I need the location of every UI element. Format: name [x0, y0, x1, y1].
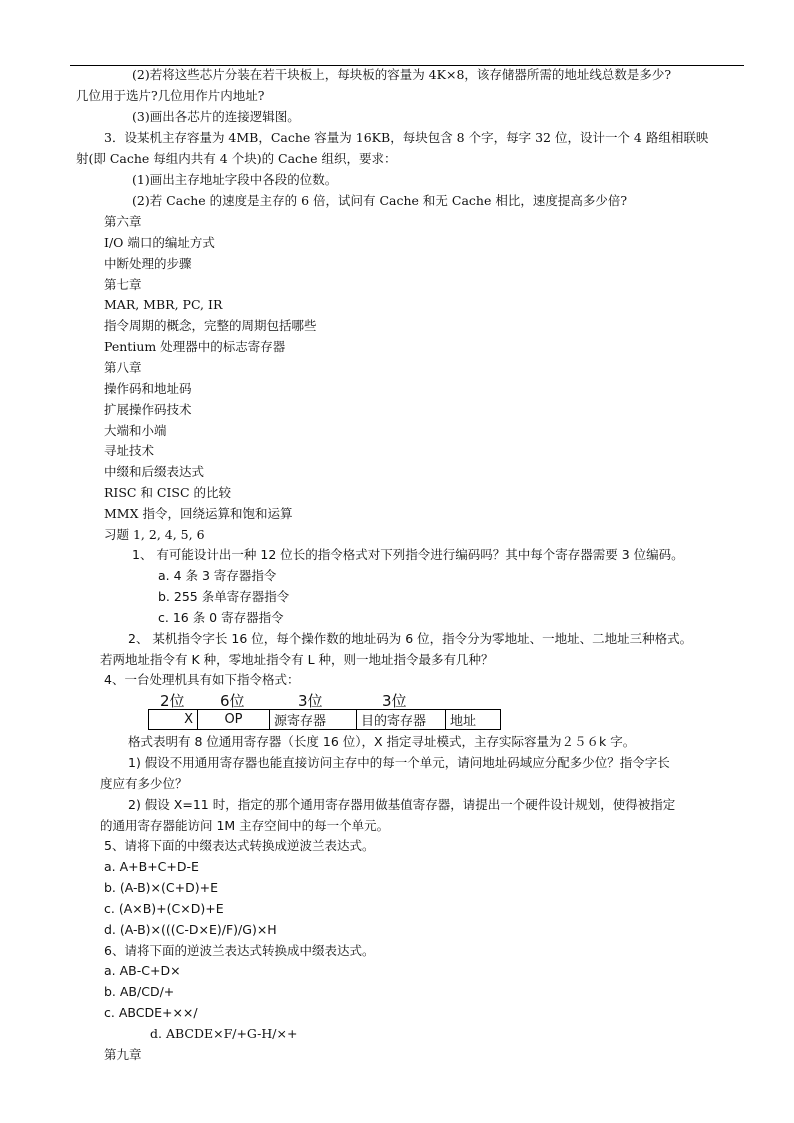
- topic-item: RISC 和 CISC 的比较: [104, 485, 232, 500]
- rpn-d: d. ABCDE×F/+G-H/×+: [150, 1026, 298, 1041]
- question-4-1: 1) 假设不用通用寄存器也能直接访问主存中的每一个单元，请问地址码域应分配多少位？指令字长: [128, 755, 670, 770]
- format-description: 格式表明有 8 位通用寄存器（长度 16 位），X 指定寻址模式，主存实际容量为２５６k 字。: [128, 734, 636, 749]
- question-4-2: 2) 假设 X=11 时，指定的那个通用寄存器用做基值寄存器，请提出一个硬件设计规划，使得被指定: [128, 797, 676, 812]
- rpn-b: b. AB/CD/+: [104, 984, 175, 999]
- field-width-label: 3位: [298, 692, 323, 710]
- question-5: 5、请将下面的中缀表达式转换成逆波兰表达式。: [104, 838, 375, 853]
- topic-item: Pentium 处理器中的标志寄存器: [104, 339, 286, 354]
- question-4: 4、一台处理机具有如下指令格式：: [104, 672, 300, 687]
- text-line: 3．设某机主存容量为 4MB，Cache 容量为 16KB，每块包含 8 个字，每字 32 位，设计一个 4 路组相联映: [104, 130, 709, 145]
- topic-item: I/O 端口的编址方式: [104, 235, 215, 250]
- field-x: X: [149, 710, 198, 730]
- topic-item: 扩展操作码技术: [104, 402, 192, 417]
- topic-item: 指令周期的概念，完整的周期包括哪些: [104, 318, 317, 333]
- expr-a: a. A+B+C+D-E: [104, 859, 199, 874]
- chapter-heading: 第七章: [104, 277, 142, 292]
- expr-c: c. (A×B)+(C×D)+E: [104, 901, 224, 916]
- instruction-format-table: [148, 709, 501, 730]
- field-address: 地址: [446, 710, 501, 730]
- option-c: c. 16 条 0 寄存器指令: [158, 610, 284, 625]
- exercise-list: 习题 1, 2, 4, 5, 6: [104, 527, 205, 542]
- topic-item: MMX 指令，回绕运算和饱和运算: [104, 506, 293, 521]
- topic-item: 中断处理的步骤: [104, 256, 192, 271]
- rpn-a: a. AB-C+D×: [104, 963, 181, 978]
- rpn-c: c. ABCDE+××/: [104, 1005, 198, 1020]
- text-line: (2)若 Cache 的速度是主存的 6 倍，试问有 Cache 和无 Cache 相比，速度提高多少倍?: [132, 193, 628, 208]
- field-op: OP: [198, 710, 270, 730]
- question-1: 1、 有可能设计出一种 12 位长的指令格式对下列指令进行编码吗？其中每个寄存器需要 3 位编码。: [132, 547, 684, 562]
- topic-item: MAR, MBR, PC, IR: [104, 297, 223, 312]
- question-2: 2、 某机指令字长 16 位，每个操作数的地址码为 6 位，指令分为零地址、一地址、二地址三种格式。: [128, 631, 693, 646]
- topic-item: 大端和小端: [104, 423, 167, 438]
- field-src-reg: 源寄存器: [270, 710, 357, 730]
- question-4-2-cont: 的通用寄存器能访问 1M 主存空间中的每一个单元。: [100, 818, 390, 833]
- expr-b: b. (A-B)×(C+D)+E: [104, 880, 218, 895]
- question-4-1-cont: 度应有多少位？: [100, 776, 188, 791]
- chapter-heading: 第八章: [104, 360, 142, 375]
- option-b: b. 255 条单寄存器指令: [158, 589, 290, 604]
- text-line: (3)画出各芯片的连接逻辑图。: [132, 109, 300, 124]
- question-2-cont: 若两地址指令有 K 种，零地址指令有 L 种，则一地址指令最多有几种？: [100, 652, 494, 667]
- topic-item: 寻址技术: [104, 443, 155, 458]
- topic-item: 中缀和后缀表达式: [104, 464, 205, 479]
- text-line: 几位用于选片?几位用作片内地址?: [76, 88, 265, 103]
- chapter-heading: 第六章: [104, 214, 142, 229]
- option-a: a. 4 条 3 寄存器指令: [158, 568, 277, 583]
- field-width-label: 3位: [382, 692, 407, 710]
- text-line: (1)画出主存地址字段中各段的位数。: [132, 172, 338, 187]
- text-line: (2)若将这些芯片分装在若干块板上，每块板的容量为 4K×8，该存储器所需的地址线总数是多少?: [132, 67, 672, 82]
- topic-item: 操作码和地址码: [104, 381, 192, 396]
- chapter-heading: 第九章: [104, 1047, 142, 1062]
- question-6: 6、请将下面的逆波兰表达式转换成中缀表达式。: [104, 943, 375, 958]
- expr-d: d. (A-B)×(((C-D×E)/F)/G)×H: [104, 922, 277, 937]
- field-width-label: 2位: [160, 692, 185, 710]
- field-width-label: 6位: [220, 692, 245, 710]
- text-line: 射(即 Cache 每组内共有 4 个块)的 Cache 组织，要求：: [76, 151, 397, 166]
- field-dst-reg: 目的寄存器: [357, 710, 446, 730]
